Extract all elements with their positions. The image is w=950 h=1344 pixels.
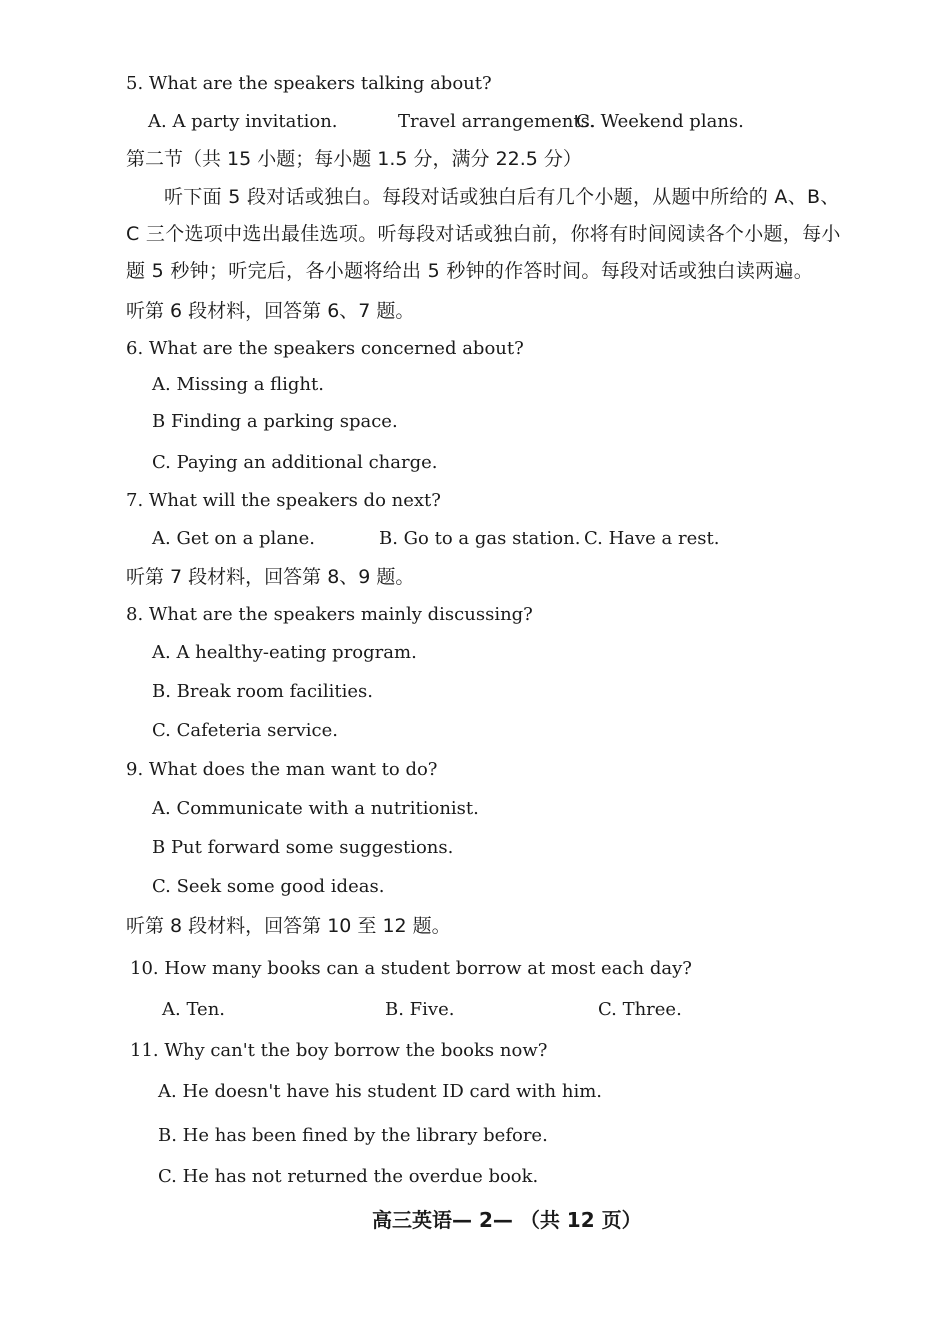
q6-option-a: A. Missing a flight. [152,374,324,395]
q7-option-b: B. Go to a gas station. [379,528,581,549]
q5-question: 5. What are the speakers talking about? [126,73,492,94]
q9-option-b: B Put forward some suggestions. [152,837,454,858]
q9-option-a: A. Communicate with a nutritionist. [152,798,479,819]
q8-option-b: B. Break room facilities. [152,681,373,702]
q8-option-a: A. A healthy-eating program. [152,642,417,663]
q8-question: 8. What are the speakers mainly discussing? [126,604,533,625]
q6-option-c: C. Paying an additional charge. [152,452,438,473]
material-7-heading: 听第 7 段材料，回答第 8、9 题。 [126,566,415,588]
section2-instructions: 听下面 5 段对话或独白。每段对话或独白后有几个小题，从题中所给的 A、B、C 三个选项中选出最佳选项。听每段对话或独白前，你将有时间阅读各个小题，每小题 5 秒钟；听完后，各小题将给出 5 秒钟的作答时间。每段对话或独白读两遍。 [126,186,841,282]
q10-option-a: A. Ten. [162,999,226,1020]
page-footer: 高三英语— 2— （共 12 页） [372,1208,642,1232]
q11-question: 11. Why can't the boy borrow the books now? [130,1040,548,1061]
q6-question: 6. What are the speakers concerned about? [126,338,524,359]
q9-option-c: C. Seek some good ideas. [152,876,385,897]
q8-option-c: C. Cafeteria service. [152,720,338,741]
q11-option-b: B. He has been fined by the library before. [158,1125,548,1146]
q10-option-c: C. Three. [598,999,682,1020]
q9-question: 9. What does the man want to do? [126,759,438,780]
q7-question: 7. What will the speakers do next? [126,490,441,511]
material-8-heading: 听第 8 段材料，回答第 10 至 12 题。 [126,915,451,937]
q11-option-c: C. He has not returned the overdue book. [158,1166,539,1187]
q11-option-a: A. He doesn't have his student ID card with him. [158,1081,602,1102]
q10-question: 10. How many books can a student borrow at most each day? [130,958,692,979]
material-6-heading: 听第 6 段材料，回答第 6、7 题。 [126,300,415,322]
q5-option-a: A. A party invitation. [148,111,338,132]
q7-option-a: A. Get on a plane. [152,528,316,549]
q6-option-b: B Finding a parking space. [152,411,398,432]
q5-option-c: C. Weekend plans. [576,111,744,132]
section2-heading: 第二节（共 15 小题；每小题 1.5 分，满分 22.5 分） [126,148,582,170]
q7-option-c: C. Have a rest. [584,528,720,549]
q5-option-b: Travel arrangements. [398,111,596,132]
q10-option-b: B. Five. [385,999,455,1020]
